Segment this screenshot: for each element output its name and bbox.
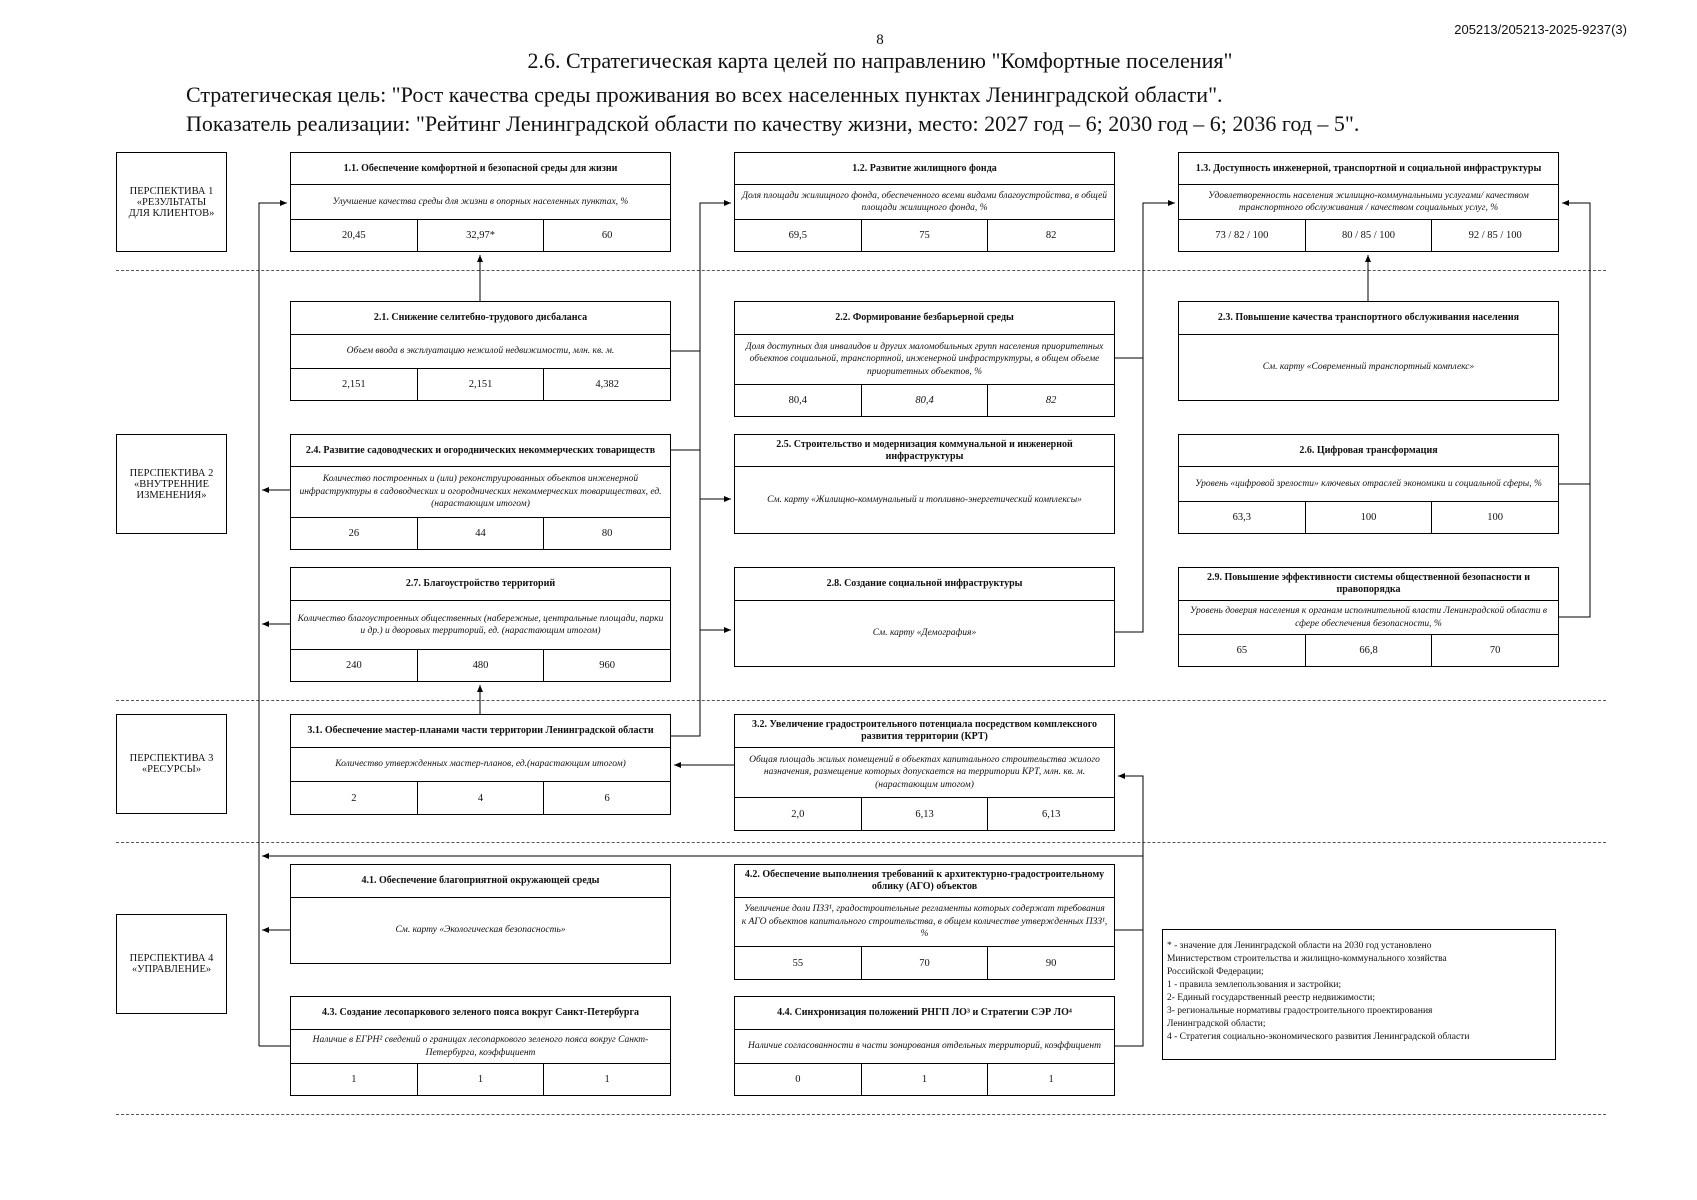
goal-indicator: Доля площади жилищного фонда, обеспеченного всеми видами благоустройства, в общей площади жилищного фонда, % xyxy=(741,190,1108,213)
goal-value: 4,382 xyxy=(595,379,619,390)
goal-title: 3.1. Обеспечение мастер-планами части территории Ленинградской области xyxy=(291,715,670,748)
goal-value: 960 xyxy=(599,660,616,671)
goal-indicator: Количество построенных и (или) реконструированных объектов инженерной инфраструктуры в садоводческих и огороднических некоммерческих товариществах, ед. (нарастающим итогом) xyxy=(299,474,662,510)
goal-title: 4.4. Синхронизация положений РНГП ЛО³ и Стратегии СЭР ЛО⁴ xyxy=(735,997,1114,1030)
goal-value: 32,97* xyxy=(418,220,545,251)
goal-title: 2.4. Развитие садоводческих и огороднических некоммерческих товариществ xyxy=(291,435,670,467)
goal-indicator: Уровень «цифровой зрелости» ключевых отраслей экономики и социальной сферы, % xyxy=(1195,478,1542,489)
goal-value: 70 xyxy=(862,947,989,979)
goal-title: 2.8. Создание социальной инфраструктуры xyxy=(735,568,1114,601)
connector-line xyxy=(1559,203,1590,617)
footnote-line: * - значение для Ленинградской области на 2030 год установлено xyxy=(1167,941,1432,951)
goal-value: 26 xyxy=(291,518,418,549)
goal-indicator: Количество утвержденных мастер-планов, ед.(нарастающим итогом) xyxy=(335,759,626,770)
goal-value: 6,13 xyxy=(862,798,989,830)
goal-indicator: Улучшение качества среды для жизни в опорных населенных пунктах, % xyxy=(332,196,629,207)
perspective-3-label: ПЕРСПЕКТИВА 3 «РЕСУРСЫ» xyxy=(116,714,227,814)
goal-value: 69,5 xyxy=(735,220,862,251)
goal-indicator: Объем ввода в эксплуатацию нежилой недвижимости, млн. кв. м. xyxy=(346,346,615,357)
footnote-line: 3- региональные нормативы градостроительного проектирования xyxy=(1167,1006,1433,1016)
goal-value: 0 xyxy=(735,1064,862,1095)
goal-title: 4.1. Обеспечение благоприятной окружающей среды xyxy=(291,865,670,898)
goal-value: 1 xyxy=(418,1064,545,1095)
goal-indicator: Доля доступных для инвалидов и других маломобильных групп населения приоритетных объектов социальной, транспортной, инженерной инфраструктуры, в общем объеме приоритетных объектов, % xyxy=(745,341,1104,377)
goal-value: 100 xyxy=(1487,512,1504,523)
goal-indicator: См. карту «Экологическая безопасность» xyxy=(395,925,566,936)
goal-value: 4 xyxy=(418,782,545,814)
goal-title: 1.3. Доступность инженерной, транспортной и социальной инфраструктуры xyxy=(1179,153,1558,185)
goal-value: 90 xyxy=(1045,957,1057,969)
goal-value: 92 / 85 / 100 xyxy=(1468,230,1522,241)
goal-value: 44 xyxy=(418,518,545,549)
goal-value: 1 xyxy=(862,1064,989,1095)
connector-line xyxy=(671,203,731,736)
goal-value: 1 xyxy=(291,1064,418,1095)
footnote-line: 1 - правила землепользования и застройки; xyxy=(1167,980,1342,990)
footnote-line: 2- Единый государственный реестр недвижимости; xyxy=(1167,993,1375,1003)
goal-indicator: См. карту «Демография» xyxy=(872,628,977,639)
goal-title: 4.3. Создание лесопаркового зеленого пояса вокруг Санкт-Петербурга xyxy=(291,997,670,1030)
connector-line xyxy=(1115,203,1175,632)
goal-value: 2 xyxy=(291,782,418,814)
goal-title: 2.5. Строительство и модернизация коммунальной и инженерной инфраструктуры xyxy=(735,435,1114,467)
goal-indicator: См. карту «Современный транспортный комплекс» xyxy=(1262,362,1475,373)
goal-value: 80,4 xyxy=(735,385,862,416)
goal-value: 100 xyxy=(1306,502,1433,533)
goal-value: 6,13 xyxy=(1041,808,1061,820)
goal-value: 480 xyxy=(418,650,545,681)
goal-title: 2.1. Снижение селитебно-трудового дисбаланса xyxy=(291,302,670,335)
goal-indicator: Увеличение доли ПЗЗ¹, градостроительные регламенты которых содержат требования к АГО объектов капитального строительства, в общем количестве утвержденных ПЗЗ¹, % xyxy=(741,904,1108,940)
goal-value: 20,45 xyxy=(291,220,418,251)
goal-title: 1.1. Обеспечение комфортной и безопасной среды для жизни xyxy=(291,153,670,185)
goal-title: 3.2. Увеличение градостроительного потенциала посредством комплексного развития территории (КРТ) xyxy=(735,715,1114,748)
goal-title: 2.9. Повышение эффективности системы общественной безопасности и правопорядка xyxy=(1179,568,1558,601)
goal-value: 55 xyxy=(735,947,862,979)
strategic-goal-line: Стратегическая цель: "Рост качества среды проживания во всех населенных пунктах Ленинградской области". xyxy=(186,82,1223,107)
indicator-line: Показатель реализации: "Рейтинг Ленинградской области по качеству жизни, место: 2027 год – 6; 2030 год – 6; 2036 год – 5". xyxy=(186,111,1360,136)
goal-indicator: Количество благоустроенных общественных (набережные, центральные площади, парки и др.) и дворовых территорий, ед. (нарастающим итогом) xyxy=(297,613,664,636)
goal-value: 1 xyxy=(604,1074,610,1085)
goal-indicator: Наличие согласованности в части зонирования отдельных территорий, коэффициент xyxy=(748,1041,1101,1052)
goal-title: 1.2. Развитие жилищного фонда xyxy=(735,153,1114,185)
goal-indicator: Уровень доверия населения к органам исполнительной власти Ленинградской области в сфере обеспечения безопасности, % xyxy=(1189,606,1548,629)
goal-value: 75 xyxy=(862,220,989,251)
goal-value: 63,3 xyxy=(1179,502,1306,533)
goal-value: 2,0 xyxy=(735,798,862,830)
goal-indicator: Общая площадь жилых помещений в объектах капитального строительства жилого назначения, размещение которых допускается на территории КРТ, млн. кв. м. (нарастающим итогом) xyxy=(749,754,1100,790)
perspective-1-label: ПЕРСПЕКТИВА 1 «РЕЗУЛЬТАТЫ ДЛЯ КЛИЕНТОВ» xyxy=(116,152,227,252)
footnote-line: Министерством строительства и жилищно-коммунального хозяйства xyxy=(1167,954,1447,964)
goal-indicator: Наличие в ЕГРН² сведений о границах лесопаркового зеленого пояса вокруг Санкт-Петербурга, коэффициент xyxy=(312,1035,649,1058)
goal-value: 66,8 xyxy=(1306,635,1433,666)
goal-value: 1 xyxy=(1048,1074,1054,1085)
connector-line xyxy=(1115,776,1143,1046)
goal-value: 2,151 xyxy=(291,369,418,400)
goal-value: 82 xyxy=(1045,230,1057,241)
footnote-line: Российской Федерации; xyxy=(1167,967,1264,977)
goal-value: 60 xyxy=(601,230,613,241)
goal-value: 80 / 85 / 100 xyxy=(1306,220,1433,251)
document-id: 205213/205213-2025-9237(3) xyxy=(1454,22,1627,37)
goal-indicator: Удовлетворенность населения жилищно-коммунальными услугами/ качеством транспортного обслуживания / качеством социальных услуг, % xyxy=(1208,190,1529,213)
goal-title: 2.7. Благоустройство территорий xyxy=(291,568,670,601)
goal-title: 2.3. Повышение качества транспортного обслуживания населения xyxy=(1179,302,1558,335)
goal-title: 4.2. Обеспечение выполнения требований к архитектурно-градостроительному облику (АГО) объектов xyxy=(735,865,1114,898)
footnote-line: Ленинградской области; xyxy=(1167,1019,1266,1029)
page-title: 2.6. Стратегическая карта целей по направлению "Комфортные поселения" xyxy=(527,48,1233,73)
goal-value: 70 xyxy=(1489,645,1501,656)
goal-value: 6 xyxy=(604,792,610,804)
goal-value: 80,4 xyxy=(862,385,989,416)
page-number: 8 xyxy=(876,32,884,48)
goal-value: 2,151 xyxy=(418,369,545,400)
goal-title: 2.6. Цифровая трансформация xyxy=(1179,435,1558,467)
goal-value: 65 xyxy=(1179,635,1306,666)
goal-indicator: См. карту «Жилищно-коммунальный и топливно-энергетический комплексы» xyxy=(767,494,1082,505)
footnote-line: 4 - Стратегия социально-экономического развития Ленинградской области xyxy=(1167,1032,1470,1042)
perspective-4-label: ПЕРСПЕКТИВА 4 «УПРАВЛЕНИЕ» xyxy=(116,914,227,1014)
perspective-2-label: ПЕРСПЕКТИВА 2 «ВНУТРЕННИЕ ИЗМЕНЕНИЯ» xyxy=(116,434,227,534)
goal-value: 80 xyxy=(601,528,613,539)
goal-title: 2.2. Формирование безбарьерной среды xyxy=(735,302,1114,335)
goal-value: 240 xyxy=(291,650,418,681)
goal-value: 82 xyxy=(1045,395,1057,406)
goal-value: 73 / 82 / 100 xyxy=(1179,220,1306,251)
